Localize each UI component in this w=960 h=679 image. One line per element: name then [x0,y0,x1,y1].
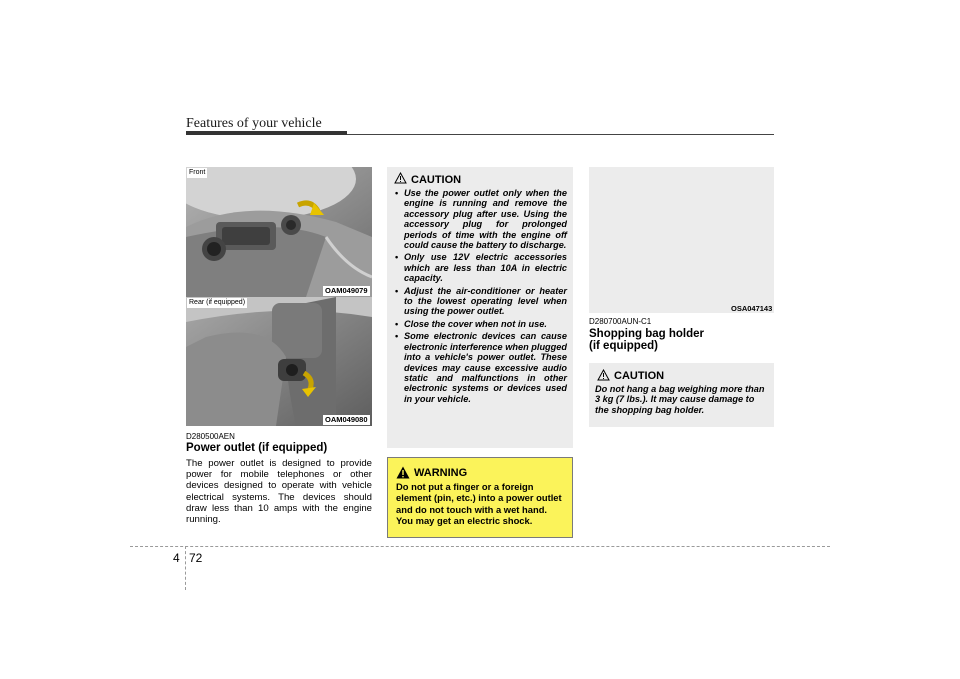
front-outlet-illustration [186,167,372,297]
power-outlet-code: D280500AEN [186,432,235,441]
page-number: 72 [189,551,203,565]
chapter-number: 4 [173,551,180,565]
caution-bag-warning-icon [597,369,610,381]
front-outlet-photo [186,167,372,297]
page-header-title: Features of your vehicle [186,116,322,131]
front-photo-code: OAM049079 [325,286,368,295]
caution-outlet-item: • Some electronic devices can cause electronic interference when plugged into a vehicle's power outlet. These devices may cause excessive audio static and malfunctions in other electronic systems or devices used in your vehicle. [395,331,567,404]
footer-rule [130,546,830,547]
shopping-bag-title-line1: Shopping bag holder [589,328,704,340]
rear-photo-code: OAM049080 [325,415,368,424]
rear-photo-label: Rear (if equipped) [189,299,246,306]
caution-outlet-title: CAUTION [411,174,462,186]
caution-warning-icon [394,172,407,184]
caution-outlet-box [387,167,573,448]
caution-outlet-item: • Only use 12V electric accessories which are less than 10A in electric capacity. [395,252,567,283]
rear-outlet-photo [186,297,372,426]
shopping-bag-photo-code: OSA047143 [731,304,773,313]
caution-outlet-item: • Adjust the air-conditioner or heater to the lowest operating level when using the power outlet. [395,286,567,317]
warning-title: WARNING [414,467,468,479]
caution-bag-box [589,363,774,427]
caution-outlet-list [395,188,567,406]
footer-vertical-rule [185,546,186,590]
power-outlet-body: The power outlet is designed to provide power for mobile telephones or other devices designed to operate with vehicle electrical systems. The devices should draw less than 10 amps with the engine running. [186,458,372,526]
warning-text: Do not put a finger or a foreign element (pin, etc.) into a power outlet and do not touch with a wet hand. You may get an electric shock. [396,481,562,527]
front-photo-label: Front [189,169,206,176]
warning-box [387,457,573,538]
header-rule-thick [186,131,347,135]
caution-bag-text: Do not hang a bag weighing more than 3 kg (7 lbs.). It may cause damage to the shopping bag holder. [595,384,765,415]
power-outlet-title: Power outlet (if equipped) [186,442,328,454]
header-rule-thin [347,134,774,135]
shopping-bag-photo [589,167,774,313]
warning-icon [396,466,410,479]
rear-outlet-illustration [186,297,372,426]
shopping-bag-title-line2: (if equipped) [589,340,658,352]
caution-outlet-item: • Use the power outlet only when the engine is running and remove the accessory plug after use. Using the accessory plug for prolonged periods of time with the engine off could cause the battery to discharge. [395,188,567,250]
caution-outlet-item: • Close the cover when not in use. [395,319,567,329]
shopping-bag-code: D280700AUN-C1 [589,317,652,326]
caution-bag-title: CAUTION [614,370,665,382]
